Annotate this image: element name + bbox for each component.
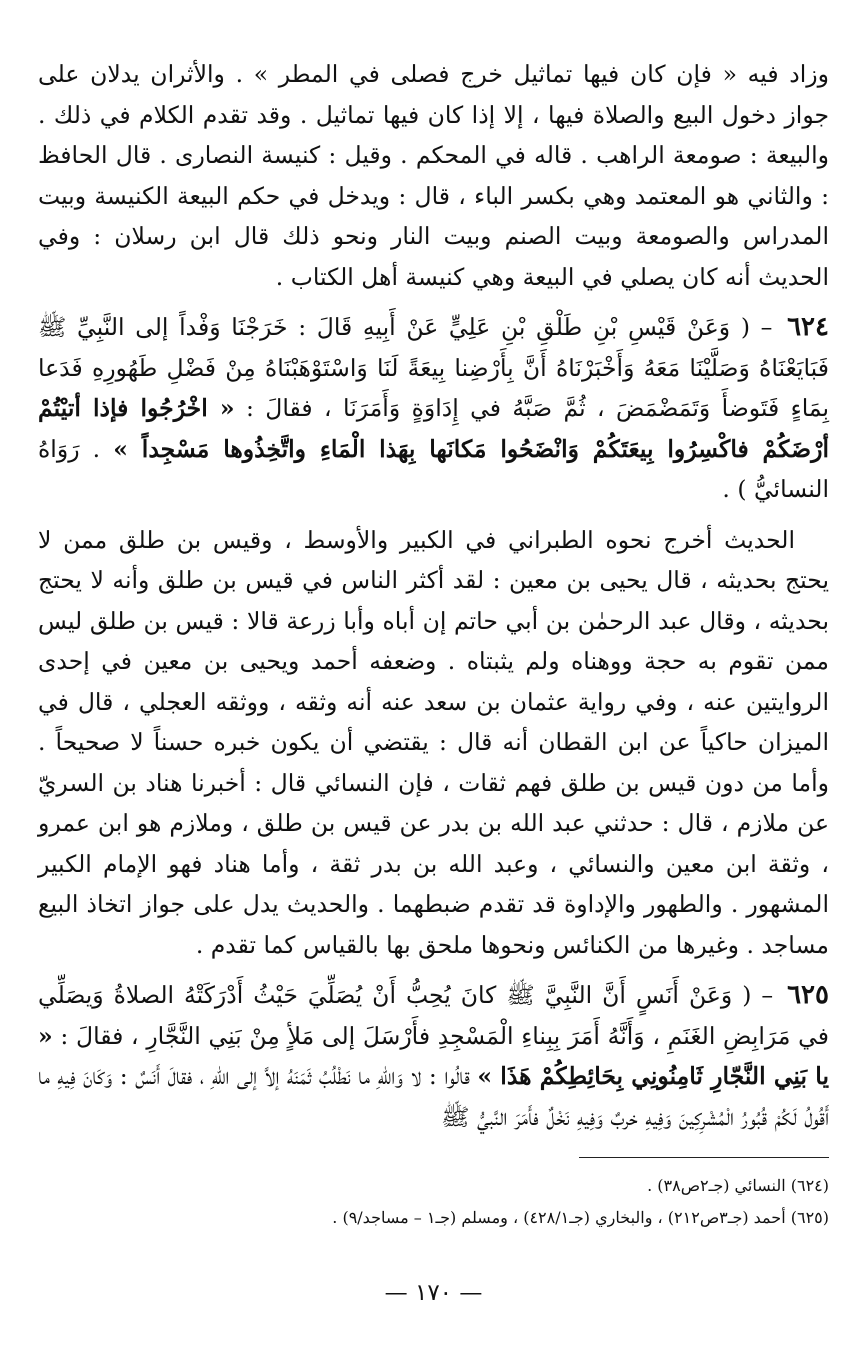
hadith-number: ٦٢٥ [787,980,829,1010]
footnotes [38,1170,829,1234]
page-number: — ١٧٠ — [384,1280,483,1306]
hadith-number: ٦٢٤ [787,312,829,342]
hadith-source: . رَوَاهُ النسائيُّ ) . [38,434,829,503]
hadith-text: – ( وَعَنْ قَيْسِ بْنِ طَلْقِ بْنِ عَلِيٍّ عَنْ أَبِيهِ قَالَ : خَرَجْنَا وَفْداً إلى النَّبِيِّ ﷺ فَبَايَعْنَاهُ وَصَلَّيْنَا مَعَهُ وَأَخْبَرْنَاهُ أَنَّ بِأَرْضِنا بِيعَةً لَنَا وَاسْتَوْهَبْنَاهُ مِنْ فَضْلِ طَهُورِهِ فَدَعا بِمَاءٍ فَتَوضأَ وَتَمَضْمَضَ ، ثُمَّ صَبَّهُ في إِدَاوَةٍ وَأَمَرَنَا ، فقالَ : [38,313,829,422]
hadith-text: – ( وَعَنْ أَنَسٍ أَنَّ النَّبِيَّ ﷺ كانَ يُحِبُّ أَنْ يُصَلِّيَ حَيْثُ أَدْرَكَتْهُ الصلاةُ وَيصَلِّي في مَرَابِضِ الغَنَمِ ، وَأَنَّهُ أَمَرَ بِبِناءِ الْمَسْجِدِ فأَرْسَلَ إلى مَلأٍ مِنْ بَنِي النَّجَّارِ ، فقالَ : [38,981,829,1050]
commentary-paragraph-2: الحديث أخرج نحوه الطبراني في الكبير والأوسط ، وقيس بن طلق ممن لا يحتج بحديثه ، قال يحيى بن معين : لقد أكثر الناس في قيس بن طلق وأنه لا يحتج بحديثه ، وقال عبد الرحمٰن بن أبي حاتم إن أباه وأبا زرعة قالا : قيس بن طلق ليس ممن تقوم به حجة ووهناه ولم يثبتاه . وضعفه أحمد ويحيى بن معين في إحدى الروايتين عنه ، وفي رواية عثمان بن سعد عنه أنه وثقه ، ووثقه العجلي ، قال في الميزان حاكياً عن ابن القطان أنه قال : يقتضي أن يكون خبره حسناً لا صحيحاً . وأما من دون قيس بن طلق فهم ثقات ، فإن النسائي قال : أخبرنا هناد بن السريّ عن ملازم ، قال : حدثني عبد الله بن بدر عن قيس بن طلق ، وملازم هو ابن عمرو ، وثقة ابن معين والنسائي ، وعبد الله بن بدر ثقة ، وأما هناد فهو الإمام الكبير المشهور . والطهور والإداوة قد تقدم ضبطهما . والحديث يدل على جواز اتخاذ البيع مساجد . وغيرها من الكنائس ونحوها ملحق بها بالقياس كما تقدم . [38,525,829,959]
hadith-625 [38,975,829,1137]
commentary-paragraph-1: وزاد فيه « فإن كان فيها تماثيل خرج فصلى في المطر » . والأثران يدلان على جواز دخول البيع والصلاة فيها ، إلا إذا كان فيها تماثيل . وقد تقدم الكلام في ذلك . والبيعة : صومعة الراهب . قاله في المحكم . وقيل : كنيسة النصارى . قال الحافظ : والثاني هو المعتمد وهي بكسر الباء ، قال : ويدخل في حكم البيعة الكنيسة وبيت المدراس والصومعة وبيت الصنم وبيت النار ونحو ذلك قال ابن رسلان : وفي الحديث أنه كان يصلي في البيعة وهي كنيسة أهل الكتاب . [38,60,829,291]
hadith-text-continued: قالُوا : لا وَاللهِ ما نَطْلُبُ ثَمَنَهُ إلاَّ إلى اللهِ ، فقالَ أَنَسٌ : وَكَانَ فِيهِ ما أَقُولُ لَكُمْ قُبُورُ الْمُشْرِكِينَ وَفِيهِ خربٌ وَفِيهِ نَخْلٌ فأَمَرَ النَّبيُّ ﷺ [38,1062,829,1131]
footnote-separator [579,1157,829,1158]
footnote-625: (٦٢٥) أحمد (جـ٣ص٢١٢) ، والبخاري (جـ٤٢٨/١) ، ومسلم (جـ١ – مساجد/٩) . [332,1208,829,1227]
hadith-624 [38,307,829,510]
footnote-624: (٦٢٤) النسائي (جـ٢ص٣٨) . [647,1176,829,1195]
prophetic-quote: « يا بَنِي النَّجّارِ ثَامِنُونِي بِحَائِطِكُمْ هَذَا » [38,1021,829,1090]
prophetic-quote: « اخْرُجُوا فإذا أتيْتُمْ أرْضَكُمْ فاكْسِرُوا بِيعَتَكُمْ وَانْضَحُوا مَكانَها بِهَذا الْمَاءِ واتَّخِذُوها مَسْجِداً » [38,394,829,463]
